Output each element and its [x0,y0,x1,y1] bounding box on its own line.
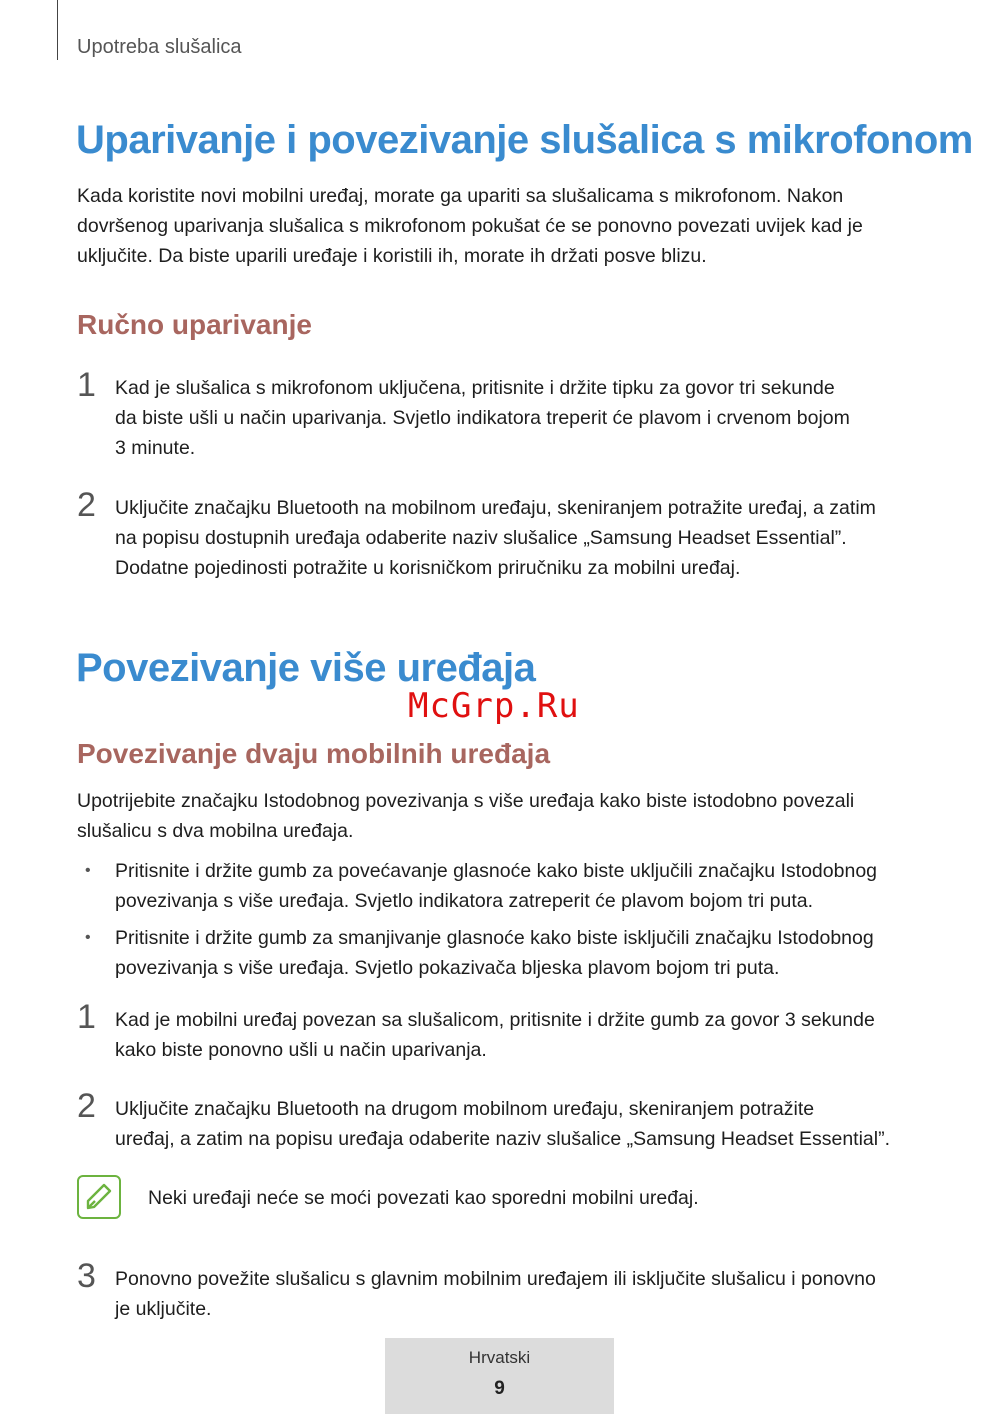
section-header: Upotreba slušalica [77,36,242,58]
text-line: povezivanja s više uređaja. Svjetlo pokazivača bljeska plavom bojom tri puta. [115,957,780,979]
text-line: Kada koristite novi mobilni uređaj, morate ga upariti sa slušalicama s mikrofonom. Nakon [77,185,844,207]
text-line: kako biste ponovno ušli u način uparivanja. [115,1039,487,1061]
text-line: je uključite. [115,1298,212,1320]
subtitle-manual-pairing: Ručno uparivanje [77,309,312,340]
step-item [77,486,937,583]
text-line: Dodatne pojedinosti potražite u korisničkom priručniku za mobilni uređaj. [115,557,741,579]
text-line: Kad je slušalica s mikrofonom uključena, pritisnite i držite tipku za govor tri sekunde [115,377,835,399]
note-box [77,1175,937,1223]
bullet-item [77,923,937,983]
step-item [77,1087,937,1154]
bullet-dot: • [85,862,91,879]
step-number: 3 [77,1257,96,1295]
step-number: 2 [77,486,96,524]
step-item [77,366,937,463]
page-footer [385,1338,614,1414]
text-line: Uključite značajku Bluetooth na drugom mobilnom uređaju, skeniranjem potražite [115,1098,815,1120]
text-line: Pritisnite i držite gumb za smanjivanje glasnoće kako biste isključili značajku Istodobnog [115,927,874,949]
text-line: 3 minute. [115,437,196,459]
text-line: povezivanja s više uređaja. Svjetlo indikatora zatreperit će plavom bojom tri puta. [115,890,814,912]
intro-multipoint [77,786,937,846]
bullet-item [77,856,937,916]
text-line: da biste ušli u način uparivanja. Svjetlo indikatora treperit će plavom i crvenom bojom [115,407,850,429]
text-line: Ponovno povežite slušalicu s glavnim mobilnim uređajem ili isključite slušalicu i ponovno [115,1268,876,1290]
step-number: 2 [77,1087,96,1125]
note-text: Neki uređaji neće se moći povezati kao sporedni mobilni uređaj. [148,1187,699,1209]
text-line: dovršenog uparivanja slušalica s mikrofonom pokušat će se ponovno povezati uvijek kad je [77,215,863,237]
text-line: Upotrijebite značajku Istodobnog povezivanja s više uređaja kako biste istodobno povezali [77,790,855,812]
title-multipoint: Povezivanje više uređaja [76,646,536,690]
pencil-icon [79,1177,118,1216]
text-line: slušalicu s dva mobilna uređaja. [77,820,354,842]
page-number: 9 [494,1378,505,1399]
corner-rule [57,0,58,60]
step-number: 1 [77,366,96,404]
text-line: uređaj, a zatim na popisu uređaja odaberite naziv slušalice „Samsung Headset Essential”. [115,1128,891,1150]
intro-pairing [77,181,937,271]
step-item [77,998,937,1065]
text-line: Pritisnite i držite gumb za povećavanje glasnoće kako biste uključili značajku Istodobnog [115,860,878,882]
note-icon [77,1175,121,1219]
text-line: Uključite značajku Bluetooth na mobilnom uređaju, skeniranjem potražite uređaj, a zatim [115,497,876,519]
text-line: Kad je mobilni uređaj povezan sa slušalicom, pritisnite i držite gumb za govor 3 sekunde [115,1009,875,1031]
step-number: 1 [77,998,96,1036]
text-line: uključite. Da biste uparili uređaje i koristili ih, morate ih držati posve blizu. [77,245,707,267]
title-pairing: Uparivanje i povezivanje slušalica s mikrofonom [76,118,973,162]
subtitle-two-devices: Povezivanje dvaju mobilnih uređaja [77,738,551,769]
footer-language: Hrvatski [468,1348,531,1367]
step-item [77,1257,937,1324]
bullet-dot: • [85,929,91,946]
watermark: McGrp.Ru [408,686,580,726]
text-line: na popisu dostupnih uređaja odaberite naziv slušalice „Samsung Headset Essential”. [115,527,847,549]
